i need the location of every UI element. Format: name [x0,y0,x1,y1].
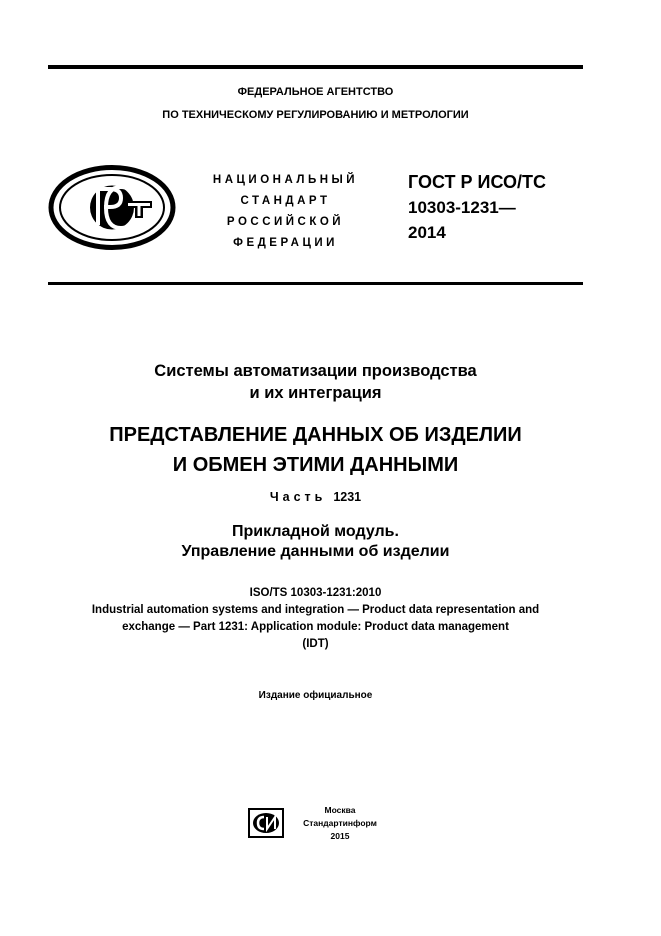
middle-rule [48,282,583,285]
main-title [48,420,583,480]
iso-line-4: (IDT) [302,638,329,650]
part-word: Часть [269,490,327,504]
subtitle-line-2: Управление данными об изделии [181,543,450,560]
gost-r-logo-icon [48,165,176,250]
agency-line-1: ФЕДЕРАЛЬНОЕ АГЕНТСТВО [237,86,394,98]
iso-line-2: Industrial automation systems and integration — Product data representation and [91,604,540,616]
main-title-line-2: И ОБМЕН ЭТИМИ ДАННЫМИ [172,454,459,476]
standartinform-logo-icon [248,808,284,838]
series-title-line-1: Системы автоматизации производства [154,362,477,380]
series-title-line-2: и их интеграция [249,384,382,402]
iso-line-1: ISO/TS 10303-1231:2010 [249,587,382,599]
designation-line-3: 2014 [408,223,446,242]
top-rule [48,65,583,69]
national-standard-line-4: ФЕДЕРАЦИИ [233,237,338,249]
publisher-block [290,804,390,843]
agency-line-2: ПО ТЕХНИЧЕСКОМУ РЕГУЛИРОВАНИЮ И МЕТРОЛОГИИ [162,109,469,121]
subtitle [48,522,583,562]
subtitle-line-1: Прикладной модуль. [232,523,399,540]
standard-designation [408,170,546,245]
national-standard-line-3: РОССИЙСКОЙ [226,216,345,228]
publisher-year: 2015 [330,831,350,841]
part-number: 1231 [333,490,362,504]
publisher-city: Москва [324,805,356,815]
series-title [48,360,583,404]
part-label [48,490,583,504]
national-standard-block [198,170,373,254]
national-standard-line-1: НАЦИОНАЛЬНЫЙ [212,174,359,186]
designation-line-2: 10303-1231— [408,198,516,217]
designation-line-1: ГОСТ Р ИСО/ТС [408,172,547,192]
iso-reference [48,585,583,653]
iso-line-3: exchange — Part 1231: Application module: Product data management [122,621,509,633]
publisher-name: Стандартинформ [303,818,377,828]
main-title-line-1: ПРЕДСТАВЛЕНИЕ ДАННЫХ ОБ ИЗДЕЛИИ [109,424,522,446]
edition-label: Издание официальное [258,690,373,701]
national-standard-line-2: СТАНДАРТ [240,195,331,207]
